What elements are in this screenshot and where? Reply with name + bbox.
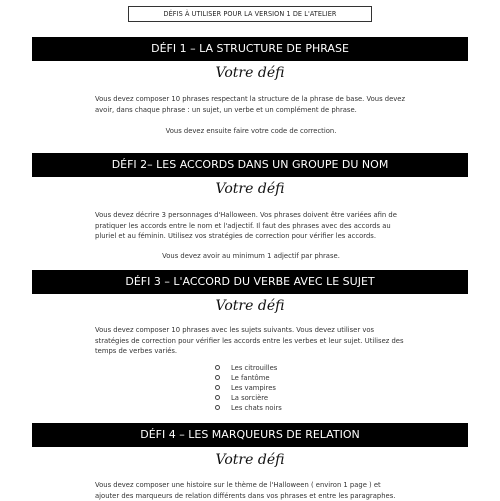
list-item xyxy=(215,383,282,393)
section-3-paragraph-1: Vous devez composer 10 phrases avec les sujets suivants. Vous devez utiliser vos stratégies de correction pour vérifier les accords entre les verbes et leur sujet. Utilisez des temps de verbes variés. xyxy=(95,326,404,355)
circle-bullet-icon xyxy=(215,365,220,370)
list-item-label: Les chats noirs xyxy=(231,404,282,412)
section-4-title: DÉFI 4 – LES MARQUEURS DE RELATION xyxy=(32,423,468,447)
section-1-paragraph-1: Vous devez composer 10 phrases respectant la structure de la phrase de base. Vous devez avoir, dans chaque phrase : un sujet, un verbe et un complément de phrase. xyxy=(95,95,406,114)
header-box: DÉFIS À UTILISER POUR LA VERSION 1 DE L'ATELIER xyxy=(128,6,372,22)
section-3-heading: Votre défi xyxy=(215,298,285,314)
section-3-title: DÉFI 3 – L'ACCORD DU VERBE AVEC LE SUJET xyxy=(32,270,468,294)
circle-bullet-icon xyxy=(215,395,220,400)
section-1-title: DÉFI 1 – LA STRUCTURE DE PHRASE xyxy=(32,37,468,61)
section-2-paragraph-1: Vous devez décrire 3 personnages d'Halloween. Vos phrases doivent être variées afin de pratiquer les accords entre le nom et l'adjectif. Il faut des phrases avec des accords au pluriel et au féminin. Utilisez vos stratégies de correction pour vérifier les accords. xyxy=(95,211,397,240)
list-item-label: Les vampires xyxy=(231,384,276,392)
list-item-label: Les citrouilles xyxy=(231,364,278,372)
section-4-heading: Votre défi xyxy=(215,452,285,468)
circle-bullet-icon xyxy=(215,375,220,380)
section-2-title: DÉFI 2– LES ACCORDS DANS UN GROUPE DU NOM xyxy=(32,153,468,177)
circle-bullet-icon xyxy=(215,405,220,410)
list-item xyxy=(215,393,282,403)
section-1-heading: Votre défi xyxy=(215,65,285,81)
section-3-subject-list xyxy=(215,363,282,413)
circle-bullet-icon xyxy=(215,385,220,390)
section-2-heading: Votre défi xyxy=(215,181,285,197)
list-item xyxy=(215,363,282,373)
list-item xyxy=(215,403,282,413)
list-item-label: Le fantôme xyxy=(231,374,270,382)
section-4-paragraph-1: Vous devez composer une histoire sur le thème de l'Halloween ( environ 1 page ) et ajouter des marqueurs de relation différents dans vos phrases et entre les paragraphes. xyxy=(95,481,396,500)
list-item-label: La sorcière xyxy=(231,394,269,402)
section-2-paragraph-2: Vous devez avoir au minimum 1 adjectif par phrase. xyxy=(162,252,340,260)
section-1-paragraph-2: Vous devez ensuite faire votre code de correction. xyxy=(165,127,337,135)
list-item xyxy=(215,373,282,383)
